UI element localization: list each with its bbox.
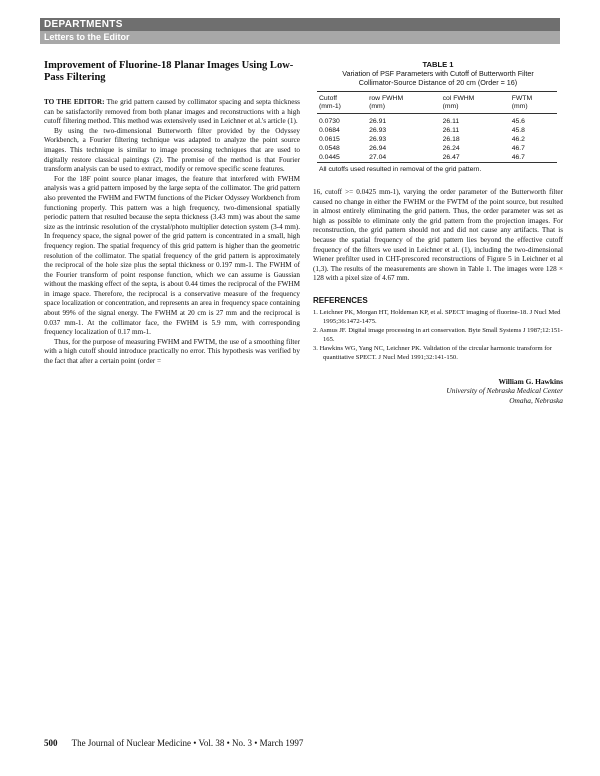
cell: 26.47 — [442, 154, 460, 161]
paragraph-1 — [44, 98, 300, 127]
cell: 26.93 — [369, 127, 387, 134]
table-caption-line-1: Variation of PSF Parameters with Cutoff of Butterworth Filter — [342, 69, 534, 78]
table-note: All cutoffs used resulted in removal of the grid pattern. — [319, 166, 482, 173]
references-list — [313, 309, 563, 363]
paragraph-5: 16, cutoff >= 0.0425 mm-1), varying the order parameter of the Butterworth filter caused no change in either the FWHM or the FWTM of the point source, but resulted in almost entirely eliminating the grid pattern. Thus, the order parameter was set as high as possible to eliminate only the grid pattern from the projection images. For reconstruction, the grid pattern should not and did not cause any artifacts. That is because the spatial frequency of the grid pattern lies beyond the effective cutoff frequency of the filters we used in Leichner et al. (1), including the two-dimensional Wiener prefilter used in CHT-prescored reconstructions of Figure 5 in Leichner et al (1,3). The results of the measurements are shown in Table 1. The images were 128 × 128 with a pixel size of 4.67 mm. — [313, 188, 563, 283]
cell: 27.04 — [369, 154, 387, 161]
article-title: Improvement of Fluorine-18 Planar Images Using Low-Pass Filtering — [44, 60, 294, 83]
header-fwtm-unit: (mm) — [511, 103, 528, 110]
table-label: TABLE 1 — [422, 60, 454, 69]
cell: 26.11 — [442, 127, 460, 134]
author-name: William G. Hawkins — [498, 376, 563, 386]
cell: 0.0548 — [319, 145, 340, 152]
reference-item: 1. Leichner PK, Morgan HT, Holdeman KP, et al. SPECT imaging of fluorine-18. J Nucl Med 1995;36:1472-1475. — [313, 308, 561, 325]
paragraph-1-text: The grid pattern caused by collimator spacing and septa thickness can be satisfactorily removed from both planar images and reconstructions with a high cutoff filtering method. This method was extensively used in Leichner et al.'s article (1). — [44, 98, 300, 126]
table-row — [317, 114, 557, 127]
cell: 26.24 — [442, 145, 460, 152]
table-header-row — [317, 92, 557, 114]
table-row — [317, 135, 557, 144]
signature-block — [313, 377, 563, 406]
table-caption-line-2: Collimator-Source Distance of 20 cm (Order = 16) — [358, 78, 518, 87]
cell: 46.2 — [511, 136, 525, 143]
author-location: Omaha, Nebraska — [509, 395, 563, 405]
paragraph-3: For the 18F point source planar images, the feature that interfered with FWHM analysis was a grid pattern imposed by the large septa of the collimator. The grid pattern also prevented the FWHM and FWTM functions of the Picker Odyssey Workbench from functioning properly. This pattern was a high frequency, two-dimensional spatially periodic pattern that resulted because the septa thickness (3.43 mm) was about the same size as the intrinsic resolution of the crystal/photo multiplier detection system (3-4 mm). In frequency space, the signal power of the grid pattern is concentrated in a small, high frequency region. The spatial frequency of this grid pattern is higher than the geometric resolution of the collimator. The spatial frequency of the grid pattern is approximately the reciprocal of the hole size plus the septal thickness or 0.197 mm-1. The FWHM of the Fourier transform of point response function, which we can assume is Gaussian without the masking effect of the septa, is about 0.44 times the reciprocal of the FWHM in image space. Therefore, the reciprocal is a conservative measure of the frequency space localization or concentration, and represents an area in frequency space containing about 99% of the signal energy. The FWHM at 20 cm is 27 mm and the reciprocal is 0.037 mm-1. At the collimator face, the FWHM is 5.9 mm, with corresponding frequency localization of 0.17 mm-1. — [44, 174, 300, 337]
header-fwtm — [510, 92, 557, 114]
header-cutoff — [317, 92, 367, 114]
header-cutoff-unit: (mm-1) — [319, 103, 341, 110]
cell: 26.18 — [442, 136, 460, 143]
cell: 45.6 — [511, 118, 525, 125]
page-number: 500 — [44, 738, 58, 748]
table-footer-rule — [317, 163, 557, 175]
cell: 0.0445 — [319, 154, 340, 161]
left-column — [44, 60, 300, 367]
page-footer — [44, 738, 303, 748]
cell: 46.7 — [511, 154, 525, 161]
journal-citation: The Journal of Nuclear Medicine • Vol. 38 • No. 3 • March 1997 — [71, 738, 304, 748]
cell: 0.0684 — [319, 127, 340, 134]
table-row — [317, 126, 557, 135]
table-row — [317, 153, 557, 163]
subsection-title: Letters to the Editor — [44, 32, 130, 42]
salutation: TO THE EDITOR: — [44, 98, 105, 106]
cell: 26.93 — [369, 136, 387, 143]
cell: 0.0730 — [319, 118, 340, 125]
author-affiliation: University of Nebraska Medical Center — [446, 386, 563, 396]
psf-table — [317, 91, 557, 174]
header-col-fwhm — [441, 92, 510, 114]
section-title: DEPARTMENTS — [44, 19, 123, 30]
cell: 46.7 — [511, 145, 525, 152]
paragraph-4: Thus, for the purpose of measuring FWHM and FWTM, the use of a smoothing filter with a high cutoff should introduce practically no error. This hypothesis was verified by the fact that after a certain point (order = — [44, 337, 300, 366]
header-col-fwhm-unit: (mm) — [442, 103, 459, 110]
reference-item: 3. Hawkins WG, Yang NC, Leichner PK. Validation of the circular harmonic transform for quantitative SPECT. J Nucl Med 1991;32:141-150. — [313, 345, 552, 361]
references-heading: REFERENCES — [313, 295, 368, 305]
section-header — [40, 18, 560, 31]
cell: 45.8 — [511, 127, 525, 134]
reference-item: 2. Asmus JF. Digital image processing in art conservation. Byte Small Systems J 1987;12:151-165. — [313, 327, 563, 343]
header-col-fwhm-label: col FWHM — [442, 95, 475, 102]
cell: 0.0615 — [319, 136, 340, 143]
cell: 26.94 — [369, 145, 387, 152]
header-row-fwhm — [367, 92, 441, 114]
cell: 26.11 — [442, 118, 460, 125]
paragraph-2: By using the two-dimensional Butterworth filter provided by the Odyssey Workbench, a Fourier filtering technique was adapted to analyze the point source images. This technique is similar to image processing techniques that are used to digitally restore classical paintings (2). The premise of the method is that Fourier transform analysis can be used to extract, modify or remove specific scene features. — [44, 126, 300, 174]
right-column — [313, 60, 563, 405]
cell: 26.91 — [369, 118, 387, 125]
table-row — [317, 144, 557, 153]
header-fwtm-label: FWTM — [511, 95, 533, 102]
header-row-fwhm-unit: (mm) — [369, 103, 385, 110]
subsection-header — [40, 31, 560, 44]
header-row-fwhm-label: row FWHM — [369, 95, 404, 102]
header-cutoff-label: Cutoff — [319, 95, 338, 102]
